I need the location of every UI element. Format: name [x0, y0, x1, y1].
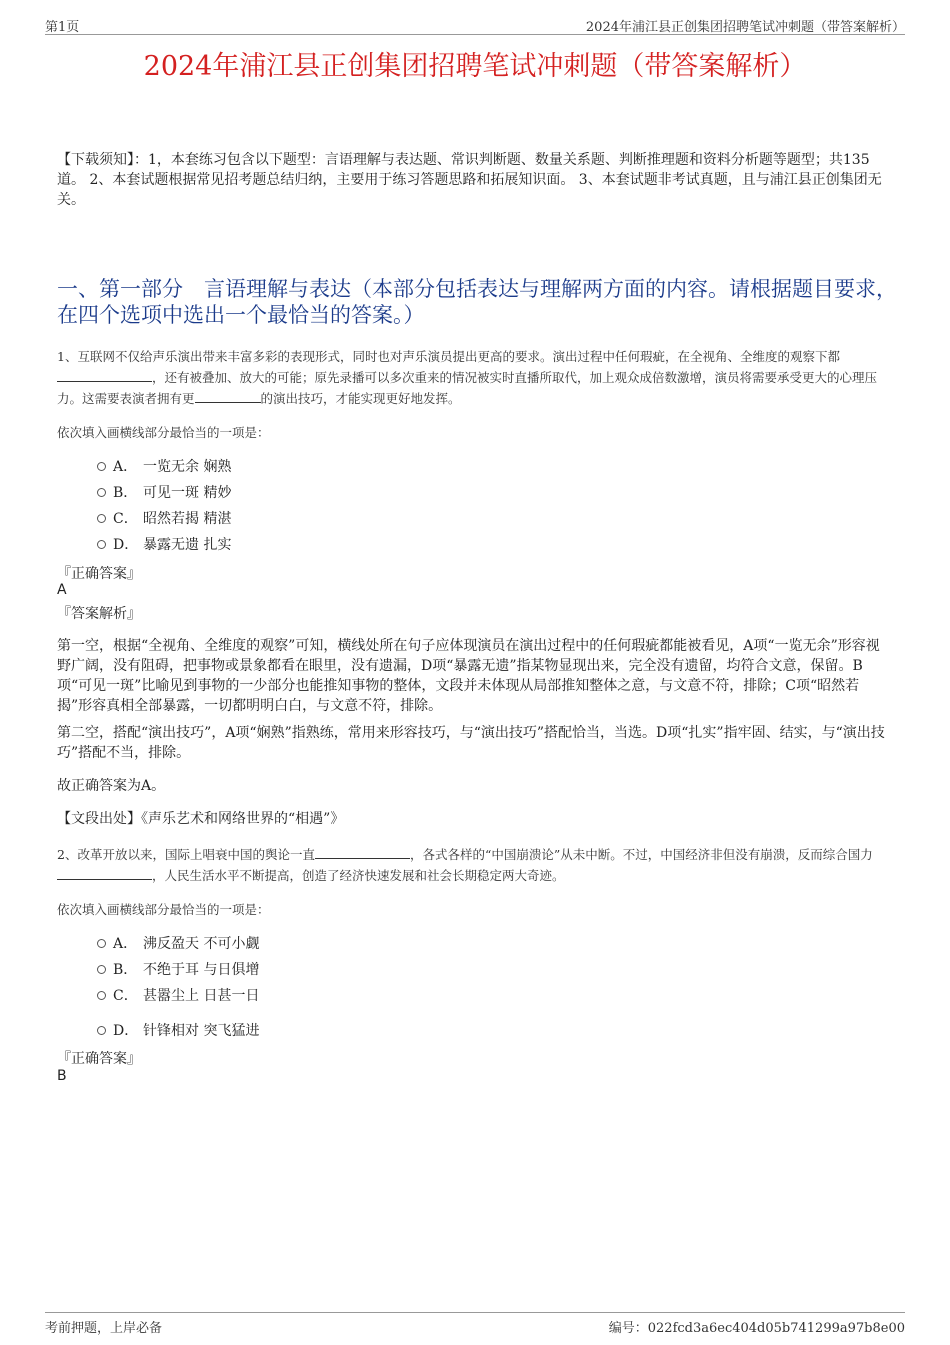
radio-icon[interactable] — [97, 939, 106, 948]
header-doc-title: 2024年浦江县正创集团招聘笔试冲刺题（带答案解析） — [585, 20, 905, 35]
radio-icon[interactable] — [97, 991, 106, 1000]
question-2-prompt: 依次填入画横线部分最恰当的一项是： — [57, 902, 270, 917]
question-2-option-d[interactable]: D． 针锋相对 突飞猛进 — [97, 1020, 259, 1042]
page-number: 第1页 — [45, 20, 80, 35]
question-1-option-a[interactable]: A． 一览无余 娴熟 — [97, 456, 231, 478]
question-1-answer: A — [57, 582, 67, 598]
question-1-analysis-label: 『答案解析』 — [57, 606, 141, 622]
question-1-text — [57, 346, 897, 409]
question-1-answer-label: 『正确答案』 — [57, 566, 141, 582]
question-2-option-a[interactable]: A． 沸反盈天 不可小觑 — [97, 933, 259, 955]
question-2-text-part-c: ，人民生活水平不断提高，创造了经济快速发展和社会长期稳定两大奇迹。 — [152, 868, 565, 883]
footer-slogan: 考前押题，上岸必备 — [45, 1321, 163, 1336]
question-1-option-d[interactable]: D． 暴露无遗 扎实 — [97, 534, 231, 556]
radio-icon[interactable] — [97, 1026, 106, 1035]
question-1-text-part-c: 的演出技巧，才能实现更好地发挥。 — [260, 391, 461, 406]
question-1-analysis-paragraph-3: 故正确答案为A。 — [57, 778, 166, 794]
section-title: 一、第一部分 言语理解与表达（本部分包括表达与理解两方面的内容。请根据题目要求，在四个选项中选出一个最恰当的答案。） — [57, 277, 897, 327]
radio-icon[interactable] — [97, 488, 106, 497]
question-2-blank-1 — [315, 844, 410, 859]
page-footer — [45, 1312, 905, 1335]
question-1-text-part-b: ，还有被叠加、放大的可能；原先录播可以多次重来的情况被实时直播所取代，加上观众成倍数激增，演员将需要承受更大的心理压力。这需要表演者拥有更 — [57, 370, 878, 406]
radio-icon[interactable] — [97, 462, 106, 471]
question-1-source: 【文段出处】《声乐艺术和网络世界的“相遇”》 — [57, 811, 345, 827]
question-1-analysis-paragraph-1: 第一空，根据“全视角、全维度的观察”可知，横线处所在句子应体现演员在演出过程中的任何瑕疵都能被看见，A项“一览无余”形容视野广阔，没有阻碍，把事物或景象都看在眼里，没有遗漏，D项“暴露无遗”指某物显现出来，完全没有遗留，均符合文意，保留。B项“可见一斑”比喻见到事物的一少部分也能推知事物的整体，文段并未体现从局部推知整体之意，与文意不符，排除；C项“昭然若揭”形容真相全部暴露，一切都明明白白，与文意不符，排除。 — [57, 638, 880, 714]
question-2-text-part-a: 2、改革开放以来，国际上唱衰中国的舆论一直 — [57, 847, 315, 862]
question-2-option-c[interactable]: C． 甚嚣尘上 日甚一日 — [97, 985, 259, 1007]
download-notice: 【下载须知】：1，本套练习包含以下题型：言语理解与表达题、常识判断题、数量关系题、判断推理题和资料分析题等题型；共135道。 2、本套试题根据常见招考题总结归纳，主要用于练习答题思路和拓展知识面。 3、本套试题非考试真题，且与浦江县正创集团无关。 — [57, 152, 882, 208]
document-title: 2024年浦江县正创集团招聘笔试冲刺题（带答案解析） — [143, 51, 807, 82]
question-1-prompt: 依次填入画横线部分最恰当的一项是： — [57, 425, 270, 440]
question-2-text-part-b: ，各式各样的“中国崩溃论”从未中断。不过，中国经济非但没有崩溃，反而综合国力 — [409, 847, 873, 862]
question-2-answer: B — [57, 1068, 67, 1084]
question-2-text — [57, 844, 897, 886]
question-1-option-b[interactable]: B． 可见一斑 精妙 — [97, 482, 231, 504]
radio-icon[interactable] — [97, 965, 106, 974]
question-2-answer-label: 『正确答案』 — [57, 1051, 141, 1067]
page-header — [45, 14, 905, 35]
radio-icon[interactable] — [97, 540, 106, 549]
question-1-text-part-a: 1、互联网不仅给声乐演出带来丰富多彩的表现形式，同时也对声乐演员提出更高的要求。演出过程中任何瑕疵，在全视角、全维度的观察下都 — [57, 349, 840, 364]
footer-doc-id: 编号：022fcd3a6ec404d05b741299a97b8e00 — [608, 1321, 905, 1336]
question-2-blank-2 — [57, 865, 152, 880]
question-2-option-b[interactable]: B． 不绝于耳 与日俱增 — [97, 959, 259, 981]
question-1-blank-2 — [195, 388, 261, 403]
question-1-option-c[interactable]: C． 昭然若揭 精湛 — [97, 508, 231, 530]
radio-icon[interactable] — [97, 514, 106, 523]
question-1-blank-1 — [57, 367, 152, 382]
question-1-analysis-paragraph-2: 第二空，搭配“演出技巧”，A项“娴熟”指熟练，常用来形容技巧，与“演出技巧”搭配恰当，当选。D项“扎实”指牢固、结实，与“演出技巧”搭配不当，排除。 — [57, 725, 885, 761]
